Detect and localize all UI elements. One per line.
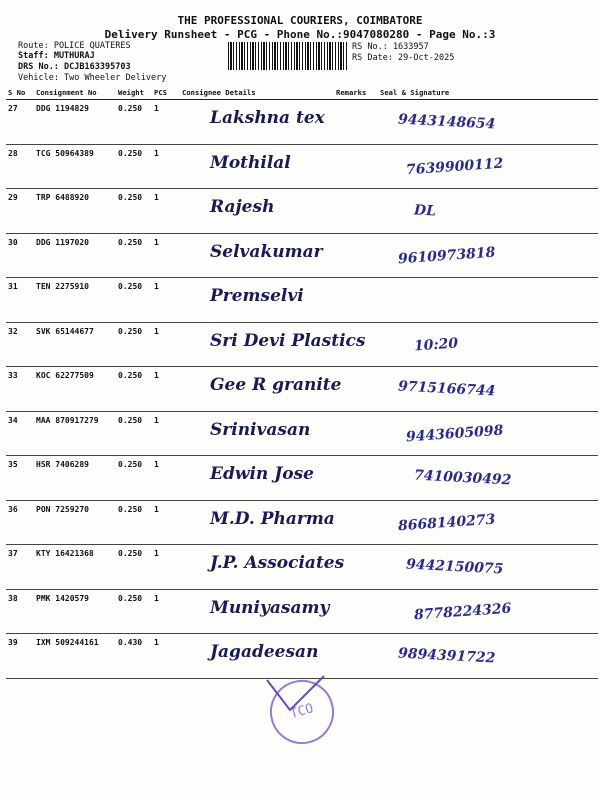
cell-consignee xyxy=(180,456,334,501)
col-sno: S No xyxy=(6,86,34,100)
cell-consignment: DDG 1194829 xyxy=(34,100,116,145)
cell-consignee xyxy=(180,233,334,278)
signature-handwriting: 9442150075 xyxy=(405,556,504,578)
consignee-handwriting: Edwin Jose xyxy=(210,464,314,484)
cell-pcs: 1 xyxy=(152,545,180,590)
cell-pcs: 1 xyxy=(152,100,180,145)
staff-label: Staff: MUTHURAJ xyxy=(18,51,95,61)
tick-mark-icon xyxy=(262,670,332,740)
col-seal: Seal & Signature xyxy=(378,86,598,100)
barcode-image xyxy=(228,42,348,70)
consignee-handwriting: Sri Devi Plastics xyxy=(210,330,366,351)
cell-weight: 0.250 xyxy=(116,144,152,189)
cell-sno: 36 xyxy=(6,500,34,545)
cell-remarks xyxy=(334,456,378,501)
cell-pcs: 1 xyxy=(152,278,180,323)
rs-date: RS Date: 29-Oct-2025 xyxy=(352,53,455,63)
col-consignment: Consignment No xyxy=(34,86,116,100)
cell-signature xyxy=(378,634,598,679)
cell-consignment: TEN 2275910 xyxy=(34,278,116,323)
cell-remarks xyxy=(334,367,378,412)
cell-consignee xyxy=(180,322,366,367)
table-row xyxy=(6,189,598,234)
cell-sno: 39 xyxy=(6,634,34,679)
consignee-handwriting: Rajesh xyxy=(210,197,275,217)
cell-remarks xyxy=(334,233,378,278)
cell-pcs: 1 xyxy=(152,322,180,367)
cell-consignee xyxy=(180,189,334,234)
cell-remarks xyxy=(334,322,378,367)
cell-remarks xyxy=(334,189,378,234)
cell-weight: 0.250 xyxy=(116,589,152,634)
cell-signature xyxy=(378,100,598,145)
cell-pcs: 1 xyxy=(152,634,180,679)
cell-consignment: TCG 50964389 xyxy=(34,144,116,189)
cell-weight: 0.250 xyxy=(116,233,152,278)
consignee-handwriting: J.P. Associates xyxy=(210,553,345,573)
cell-consignment: TRP 6488920 xyxy=(34,189,116,234)
table-row xyxy=(6,456,598,501)
cell-consignee xyxy=(180,545,345,590)
cell-signature xyxy=(378,189,598,234)
cell-remarks xyxy=(334,545,378,590)
rs-no: RS No.: 1633957 xyxy=(352,42,429,52)
table-header-row xyxy=(6,86,598,100)
cell-consignee xyxy=(180,411,334,456)
table-row xyxy=(6,100,598,145)
signature-handwriting: 8778224326 xyxy=(413,600,512,623)
cell-pcs: 1 xyxy=(152,233,180,278)
cell-remarks xyxy=(334,589,378,634)
cell-weight: 0.430 xyxy=(116,634,152,679)
cell-pcs: 1 xyxy=(152,500,180,545)
cell-remarks xyxy=(334,411,378,456)
cell-consignment: IXM 509244161 xyxy=(34,634,116,679)
cell-consignment: MAA 870917279 xyxy=(34,411,116,456)
table-row xyxy=(6,144,598,189)
cell-sno: 32 xyxy=(6,322,34,367)
table-row xyxy=(6,411,598,456)
cell-weight: 0.250 xyxy=(116,322,152,367)
drs-label: DRS No.: DCJB163395703 xyxy=(18,62,131,72)
col-weight: Weight xyxy=(116,86,152,100)
cell-consignment: DDG 1197020 xyxy=(34,233,116,278)
cell-sno: 29 xyxy=(6,189,34,234)
cell-sno: 35 xyxy=(6,456,34,501)
signature-handwriting: 8668140273 xyxy=(397,511,496,534)
cell-weight: 0.250 xyxy=(116,500,152,545)
cell-signature xyxy=(378,322,598,367)
cell-sno: 37 xyxy=(6,545,34,590)
cell-weight: 0.250 xyxy=(116,456,152,501)
cell-pcs: 1 xyxy=(152,144,180,189)
cell-consignment: KOC 62277509 xyxy=(34,367,116,412)
consignee-handwriting: Premselvi xyxy=(210,286,304,306)
consignee-handwriting: Jagadeesan xyxy=(210,642,319,662)
route-label: Route: POLICE QUATERES xyxy=(18,41,131,51)
cell-sno: 30 xyxy=(6,233,34,278)
cell-pcs: 1 xyxy=(152,589,180,634)
cell-consignee xyxy=(180,144,334,189)
cell-remarks xyxy=(334,500,378,545)
cell-sno: 28 xyxy=(6,144,34,189)
col-remarks: Remarks xyxy=(334,86,378,100)
table-row xyxy=(6,545,598,590)
office-stamp: TCO xyxy=(263,673,341,751)
signature-handwriting: 9610973818 xyxy=(397,244,496,267)
cell-signature xyxy=(378,278,598,323)
cell-signature xyxy=(378,411,598,456)
cell-pcs: 1 xyxy=(152,189,180,234)
col-pcs: PCS xyxy=(152,86,180,100)
signature-handwriting: 10:20 xyxy=(413,334,459,355)
col-consignee: Consignee Details xyxy=(180,86,334,100)
cell-consignment: PMK 1420579 xyxy=(34,589,116,634)
signature-handwriting: 9443148654 xyxy=(397,111,496,133)
consignee-handwriting: Muniyasamy xyxy=(210,597,330,618)
cell-remarks xyxy=(334,100,378,145)
cell-consignee xyxy=(180,589,334,634)
cell-weight: 0.250 xyxy=(116,100,152,145)
table-row xyxy=(6,500,598,545)
cell-consignee xyxy=(180,500,334,545)
cell-signature xyxy=(378,545,598,590)
cell-remarks xyxy=(334,634,378,679)
signature-handwriting: 9443605098 xyxy=(405,422,504,445)
cell-pcs: 1 xyxy=(152,456,180,501)
cell-signature xyxy=(378,500,598,545)
consignee-handwriting: Mothilal xyxy=(210,152,291,173)
cell-sno: 33 xyxy=(6,367,34,412)
table-row xyxy=(6,233,598,278)
cell-signature xyxy=(378,144,598,189)
cell-sno: 27 xyxy=(6,100,34,145)
cell-weight: 0.250 xyxy=(116,367,152,412)
cell-consignment: PON 7259270 xyxy=(34,500,116,545)
cell-signature xyxy=(378,233,598,278)
cell-pcs: 1 xyxy=(152,367,180,412)
cell-sno: 34 xyxy=(6,411,34,456)
signature-handwriting: 9715166744 xyxy=(397,378,496,400)
cell-consignee xyxy=(180,100,334,145)
cell-remarks xyxy=(334,144,378,189)
cell-consignee xyxy=(180,278,334,323)
cell-weight: 0.250 xyxy=(116,411,152,456)
cell-consignment: KTY 16421368 xyxy=(34,545,116,590)
table-row xyxy=(6,322,598,367)
cell-consignment: SVK 65144677 xyxy=(34,322,116,367)
runsheet-subtitle: Delivery Runsheet - PCG - Phone No.:9047080280 - Page No.:3 xyxy=(104,28,496,41)
cell-pcs: 1 xyxy=(152,411,180,456)
cell-consignee xyxy=(180,367,342,412)
table-row xyxy=(6,367,598,412)
consignee-handwriting: Lakshna tex xyxy=(210,108,325,128)
signature-handwriting: DL xyxy=(413,202,437,220)
table-row xyxy=(6,589,598,634)
signature-handwriting: 9894391722 xyxy=(397,645,496,667)
signature-handwriting: 7639900112 xyxy=(405,155,504,178)
cell-sno: 38 xyxy=(6,589,34,634)
consignee-handwriting: M.D. Pharma xyxy=(210,508,335,529)
cell-weight: 0.250 xyxy=(116,278,152,323)
consignee-handwriting: Gee R granite xyxy=(210,375,342,395)
runsheet-table xyxy=(6,86,598,679)
cell-consignment: HSR 7406289 xyxy=(34,456,116,501)
signature-handwriting: 7410030492 xyxy=(413,467,512,489)
consignee-handwriting: Selvakumar xyxy=(210,241,323,262)
cell-remarks xyxy=(334,278,378,323)
consignee-handwriting: Srinivasan xyxy=(210,419,311,440)
cell-signature xyxy=(378,456,598,501)
vehicle-label: Vehicle: Two Wheeler Delivery xyxy=(18,73,167,83)
cell-weight: 0.250 xyxy=(116,545,152,590)
cell-weight: 0.250 xyxy=(116,189,152,234)
cell-signature xyxy=(378,367,598,412)
cell-sno: 31 xyxy=(6,278,34,323)
cell-signature xyxy=(378,589,598,634)
company-title: THE PROFESSIONAL COURIERS, COIMBATORE xyxy=(177,14,423,27)
table-row xyxy=(6,278,598,323)
